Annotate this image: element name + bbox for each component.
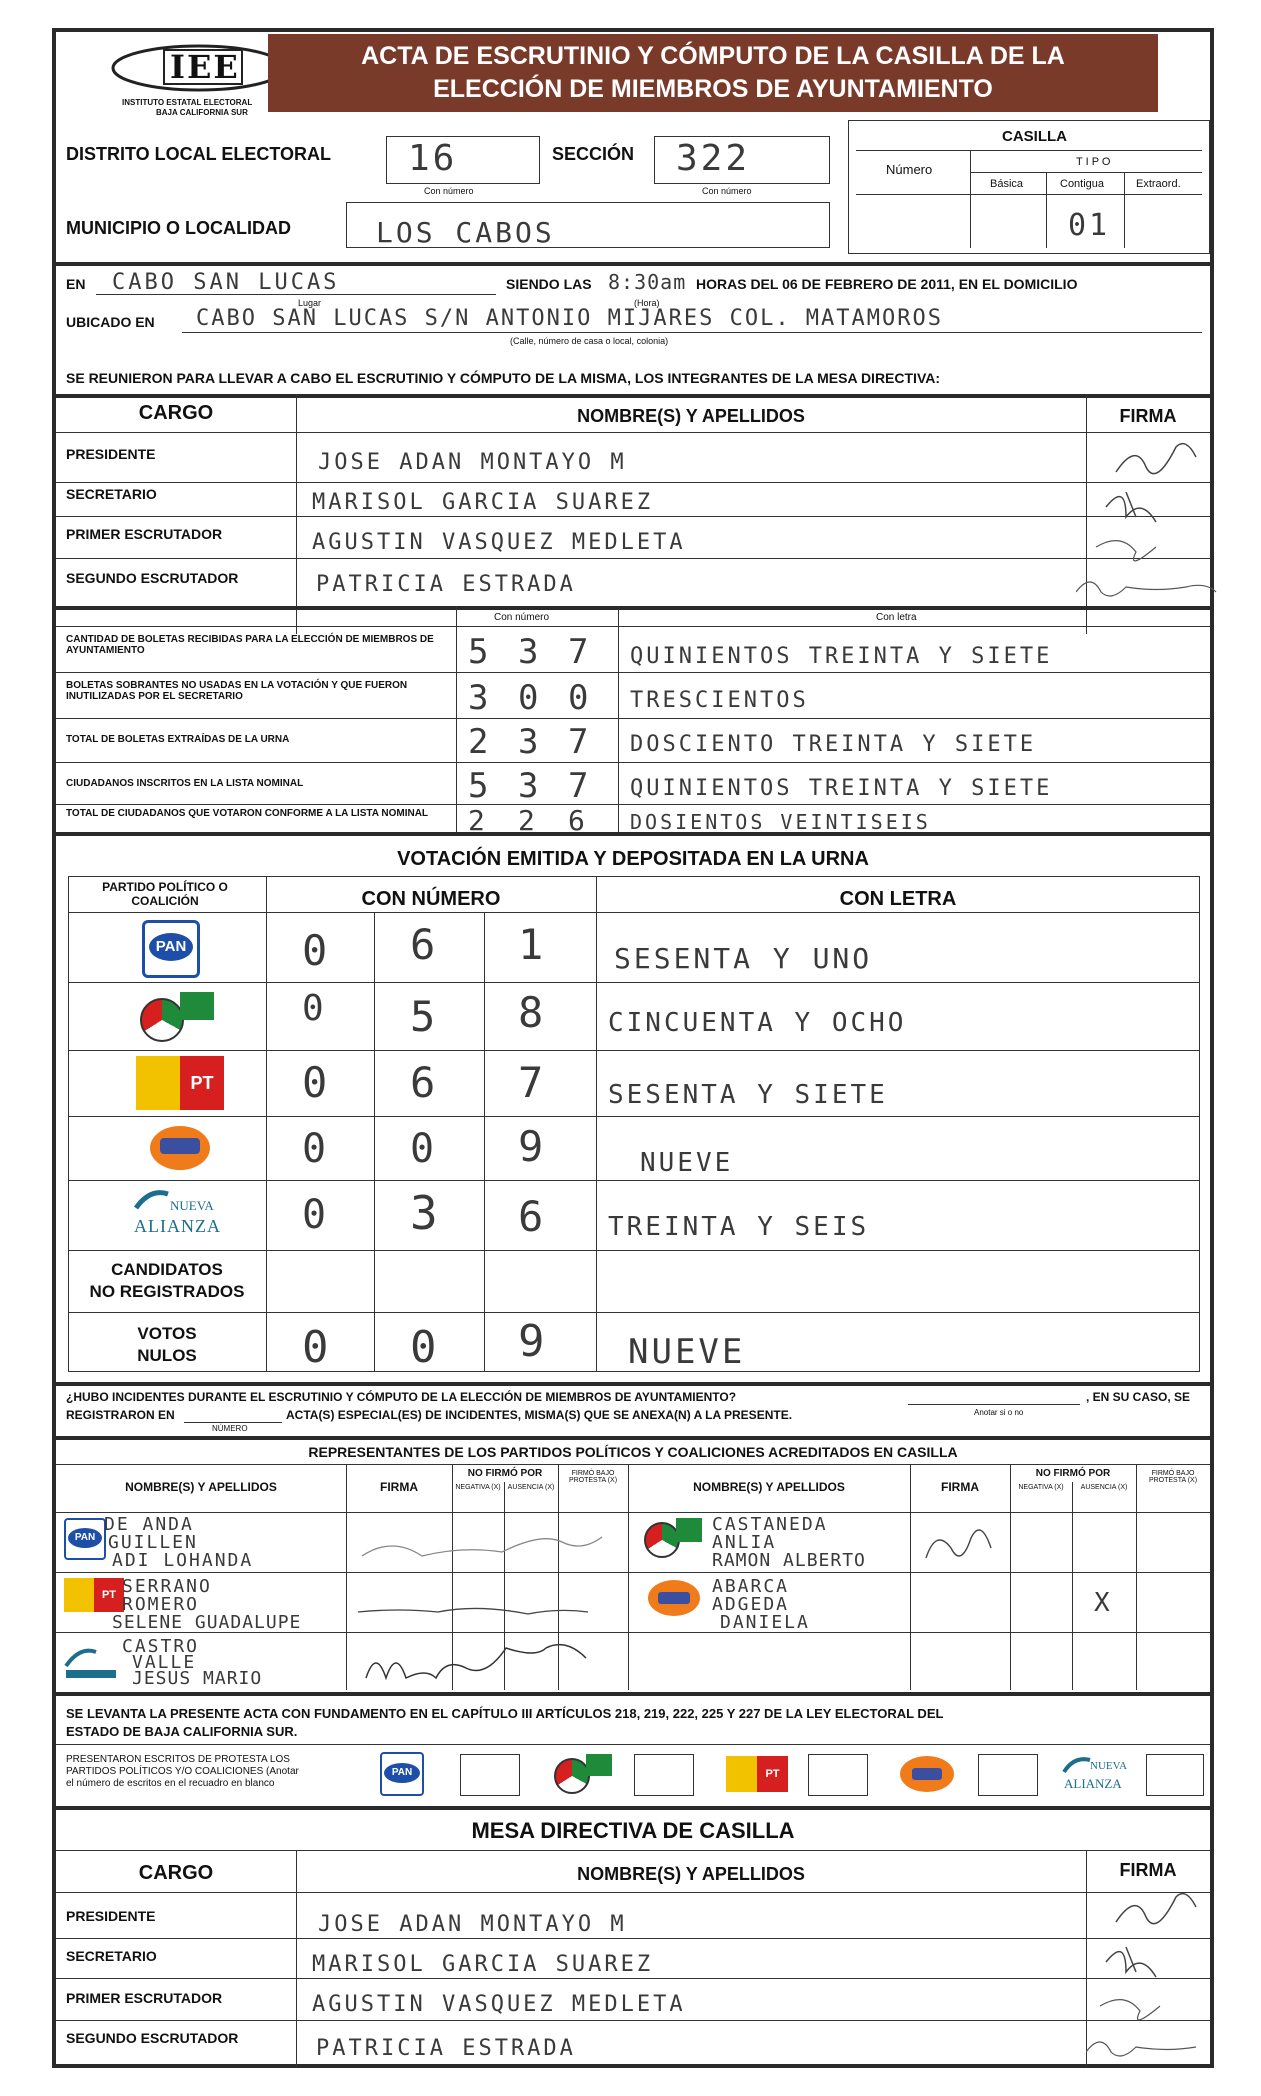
vote-d3-1: 8 bbox=[518, 988, 547, 1037]
boletas-d2-1: 0 bbox=[518, 678, 542, 718]
mesa-bottom-firma-header: FIRMA bbox=[1119, 1860, 1177, 1880]
rep-left-no-firmo: NO FIRMÓ POR bbox=[467, 1468, 543, 1479]
casilla-numero-label: Número bbox=[886, 162, 933, 177]
logo-text: IEE bbox=[170, 48, 240, 86]
rep-right-ausencia-1: X bbox=[1094, 1588, 1110, 1618]
escritos-pri-pvem-icon bbox=[554, 1754, 614, 1794]
mesa-top-nombre-header: NOMBRE(S) Y APELLIDOS bbox=[577, 406, 805, 426]
boletas-d3-2: 7 bbox=[568, 722, 592, 762]
escritos-pan-icon: PAN bbox=[380, 1752, 424, 1796]
boletas-label-3: CIUDADANOS INSCRITOS EN LA LISTA NOMINAL bbox=[66, 778, 304, 789]
boletas-d3-0: 7 bbox=[568, 632, 592, 672]
mesa-bottom-cargo-3: SEGUNDO ESCRUTADOR bbox=[66, 2030, 239, 2046]
rep-left-signature-2 bbox=[356, 1638, 616, 1686]
rep-left-signature-0 bbox=[352, 1532, 612, 1566]
rep-right-signature-0 bbox=[920, 1518, 1000, 1568]
vote-d3-0: 1 bbox=[518, 920, 547, 969]
vote-d3-4: 6 bbox=[518, 1192, 547, 1241]
rep-right-protesta: FIRMÓ BAJO PROTESTA (X) bbox=[1148, 1470, 1198, 1484]
casilla-contigua-value: 01 bbox=[1068, 208, 1111, 243]
nueva-alianza-logo-icon bbox=[132, 1188, 232, 1244]
fundamento-line-1: SE LEVANTA LA PRESENTE ACTA CON FUNDAMENTO EN EL CAPÍTULO III ARTÍCULOS 218, 219, 222, 225 Y 227 DE LA LEY ELECTORAL DEL bbox=[66, 1706, 944, 1721]
mesa-bottom-cargo-0: PRESIDENTE bbox=[66, 1908, 156, 1924]
escritos-nueva-alianza-box[interactable] bbox=[1146, 1754, 1204, 1796]
rep-left-name1-0: DE ANDA bbox=[104, 1514, 194, 1535]
mesa-top-cargo-0: PRESIDENTE bbox=[66, 446, 156, 462]
votacion-title: VOTACIÓN EMITIDA Y DEPOSITADA EN LA URNA bbox=[397, 848, 869, 870]
boletas-d2-2: 3 bbox=[518, 722, 542, 762]
incidentes-numero-caption: NÚMERO bbox=[212, 1424, 248, 1433]
rep-left-name3-0: ADI LOHANDA bbox=[112, 1550, 254, 1571]
rep-left-name3-2: JESUS MARIO bbox=[132, 1668, 263, 1689]
en-label: EN bbox=[66, 276, 86, 292]
rep-right-name1-1: ABARCA bbox=[712, 1576, 790, 1597]
nueva-alianza-nueva: NUEVA bbox=[170, 1198, 214, 1213]
votacion-cnr-label-1: CANDIDATOS bbox=[111, 1260, 223, 1279]
reunieron-text: SE REUNIERON PARA LLEVAR A CABO EL ESCRUTINIO Y CÓMPUTO DE LA MISMA, LOS INTEGRANTES DE LA MESA DIRECTIVA: bbox=[66, 370, 941, 386]
boletas-d1-2: 2 bbox=[468, 722, 492, 762]
escritos-convergencia-box[interactable] bbox=[978, 1754, 1038, 1796]
mesa-top-nombre-2: AGUSTIN VASQUEZ MEDLETA bbox=[312, 530, 686, 555]
votacion-cnr-label-2: NO REGISTRADOS bbox=[89, 1282, 245, 1301]
mesa-bottom-nombre-header: NOMBRE(S) Y APELLIDOS bbox=[577, 1864, 805, 1884]
boletas-label-4: TOTAL DE CIUDADANOS QUE VOTARON CONFORME A LA LISTA NOMINAL bbox=[66, 808, 429, 819]
nueva-alianza-alianza: ALIANZA bbox=[134, 1216, 221, 1236]
rep-left-prd-pt-icon: PT bbox=[64, 1578, 124, 1612]
rep-right-name2-1: ADGEDA bbox=[712, 1594, 790, 1615]
rep-right-name3-0: RAMON ALBERTO bbox=[712, 1550, 866, 1571]
escritos-alianza-label: ALIANZA bbox=[1064, 1776, 1122, 1791]
mesa-bottom-nombre-3: PATRICIA ESTRADA bbox=[316, 2036, 576, 2061]
ubicado-value: CABO SAN LUCAS S/N ANTONIO MIJARES COL. MATAMOROS bbox=[196, 306, 944, 331]
vote-d1-4: 0 bbox=[302, 1192, 330, 1238]
escritos-text-3: el número de escritos en el recuadro en blanco bbox=[66, 1778, 275, 1789]
mesa-top-signatures bbox=[1076, 432, 1226, 632]
representantes-title: REPRESENTANTES DE LOS PARTIDOS POLÍTICOS Y COALICIONES ACREDITADOS EN CASILLA bbox=[308, 1444, 958, 1460]
escritos-text-1: PRESENTARON ESCRITOS DE PROTESTA LOS bbox=[66, 1754, 290, 1765]
incidentes-line-2a: REGISTRARON EN bbox=[66, 1408, 175, 1422]
rep-right-no-firmo: NO FIRMÓ POR bbox=[1035, 1468, 1111, 1479]
title-line-1: ACTA DE ESCRUTINIO Y CÓMPUTO DE LA CASILLA DE LA bbox=[361, 42, 1065, 70]
mesa-bottom-cargo-1: SECRETARIO bbox=[66, 1948, 157, 1964]
boletas-d2-4: 2 bbox=[518, 804, 538, 837]
boletas-d3-4: 6 bbox=[568, 804, 588, 837]
rep-left-name1-2: CASTRO bbox=[122, 1636, 200, 1657]
mesa-top-nombre-3: PATRICIA ESTRADA bbox=[316, 572, 576, 597]
escritos-convergencia-icon bbox=[896, 1754, 958, 1794]
escritos-nueva-label: NUEVA bbox=[1090, 1760, 1128, 1772]
rep-left-signature-1 bbox=[352, 1592, 612, 1626]
rep-right-name1-0: CASTANEDA bbox=[712, 1514, 828, 1535]
rep-left-name2-2: VALLE bbox=[132, 1652, 197, 1673]
horas-text: HORAS DEL 06 DE FEBRERO DE 2011, EN EL DOMICILIO bbox=[696, 276, 1078, 292]
boletas-label-2: TOTAL DE BOLETAS EXTRAÍDAS DE LA URNA bbox=[66, 734, 290, 745]
fundamento-line-2: ESTADO DE BAJA CALIFORNIA SUR. bbox=[66, 1724, 298, 1739]
ubicado-label: UBICADO EN bbox=[66, 314, 155, 330]
mesa-top-cargo-3: SEGUNDO ESCRUTADOR bbox=[66, 570, 239, 586]
rep-left-nueva-alianza-icon bbox=[64, 1642, 120, 1682]
vote-d2-1: 5 bbox=[410, 992, 439, 1041]
seccion-caption: Con número bbox=[702, 186, 752, 196]
rep-right-pri-pvem-icon bbox=[644, 1518, 704, 1558]
vote-letra-3: NUEVE bbox=[640, 1148, 734, 1178]
rep-left-negativa: NEGATIVA (X) bbox=[455, 1484, 501, 1491]
boletas-d1-4: 2 bbox=[468, 804, 488, 837]
logo-subtitle-1: INSTITUTO ESTATAL ELECTORAL bbox=[122, 98, 253, 107]
mesa-top-nombre-1: MARISOL GARCIA SUAREZ bbox=[312, 490, 654, 515]
boletas-label-1: BOLETAS SOBRANTES NO USADAS EN LA VOTACIÓN Y QUE FUERON INUTILIZADAS POR EL SECRETARIO bbox=[66, 680, 408, 702]
boletas-letra-0: QUINIENTOS TREINTA Y SIETE bbox=[630, 644, 1053, 669]
rep-right-convergencia-icon bbox=[644, 1578, 704, 1618]
boletas-letra-2: DOSCIENTO TREINTA Y SIETE bbox=[630, 732, 1037, 757]
mesa-top-firma-header: FIRMA bbox=[1119, 406, 1177, 426]
mesa-top-nombre-0: JOSE ADAN MONTAYO M bbox=[318, 450, 627, 475]
casilla-extraord-label: Extraord. bbox=[1136, 178, 1181, 190]
vote-d2-6: 0 bbox=[410, 1322, 440, 1373]
vote-letra-6: NUEVE bbox=[628, 1332, 746, 1372]
mesa-bottom-nombre-1: MARISOL GARCIA SUAREZ bbox=[312, 1952, 654, 1977]
vote-d2-4: 3 bbox=[410, 1186, 441, 1240]
vote-d3-6: 9 bbox=[518, 1316, 548, 1367]
acta-form bbox=[52, 28, 1214, 2068]
vote-letra-0: SESENTA Y UNO bbox=[614, 942, 873, 975]
en-value: CABO SAN LUCAS bbox=[112, 270, 340, 295]
incidentes-line-2b: ACTA(S) ESPECIAL(ES) DE INCIDENTES, MISMA(S) QUE SE ANEXA(N) A LA PRESENTE. bbox=[286, 1408, 793, 1422]
mesa-top-cargo-1: SECRETARIO bbox=[66, 486, 157, 502]
convergencia-logo-icon bbox=[140, 1122, 220, 1174]
vote-d1-3: 0 bbox=[302, 1126, 330, 1172]
lugar-caption: Lugar bbox=[298, 298, 322, 308]
votacion-numero-header: CON NÚMERO bbox=[361, 888, 501, 910]
vote-d1-0: 0 bbox=[302, 926, 331, 975]
municipio-label: MUNICIPIO O LOCALIDAD bbox=[66, 218, 291, 238]
vote-d1-1: 0 bbox=[302, 988, 327, 1029]
pri-pvem-logo-icon bbox=[140, 992, 218, 1042]
rep-left-pan-icon: PAN bbox=[64, 1518, 106, 1560]
rep-right-nombre-header: NOMBRE(S) Y APELLIDOS bbox=[693, 1480, 845, 1494]
vote-d2-2: 6 bbox=[410, 1058, 439, 1107]
rep-right-name2-0: ANLIA bbox=[712, 1532, 777, 1553]
title-band bbox=[268, 34, 1158, 112]
rep-right-name3-1: DANIELA bbox=[720, 1612, 810, 1633]
boletas-letra-3: QUINIENTOS TREINTA Y SIETE bbox=[630, 776, 1053, 801]
rep-left-name3-1: SELENE GUADALUPE bbox=[112, 1612, 302, 1633]
boletas-d3-1: 0 bbox=[568, 678, 592, 718]
boletas-d3-3: 7 bbox=[568, 766, 592, 806]
escritos-prd-pt-box[interactable] bbox=[808, 1754, 868, 1796]
vote-d3-3: 9 bbox=[518, 1122, 547, 1171]
incidentes-line-1: ¿HUBO INCIDENTES DURANTE EL ESCRUTINIO Y CÓMPUTO DE LA ELECCIÓN DE MIEMBROS DE AYUNTAMIENTO? bbox=[66, 1390, 737, 1404]
distrito-value: 16 bbox=[408, 138, 458, 179]
escritos-prd-pt-icon: PT bbox=[726, 1756, 788, 1792]
hora-value: 8:30am bbox=[608, 270, 687, 294]
nueva-alianza-swoosh-icon bbox=[132, 1188, 172, 1214]
incidentes-anotar-caption: Anotar si o no bbox=[974, 1408, 1024, 1417]
distrito-label: DISTRITO LOCAL ELECTORAL bbox=[66, 144, 332, 164]
votacion-letra-header: CON LETRA bbox=[839, 888, 957, 910]
escritos-pan-box[interactable] bbox=[460, 1754, 520, 1796]
mesa-top-cargo-2: PRIMER ESCRUTADOR bbox=[66, 526, 223, 542]
vote-d2-0: 6 bbox=[410, 920, 439, 969]
boletas-d1-3: 5 bbox=[468, 766, 492, 806]
boletas-d1-1: 3 bbox=[468, 678, 492, 718]
seccion-value: 322 bbox=[676, 138, 751, 179]
rep-left-name1-1: SERRANO bbox=[122, 1576, 212, 1597]
vote-d2-3: 0 bbox=[410, 1126, 438, 1172]
boletas-d1-0: 5 bbox=[468, 632, 492, 672]
vote-letra-1: CINCUENTA Y OCHO bbox=[608, 1008, 907, 1038]
boletas-d2-3: 3 bbox=[518, 766, 542, 806]
incidentes-line-1-end: , EN SU CASO, SE bbox=[1086, 1390, 1191, 1404]
rep-left-protesta: FIRMÓ BAJO PROTESTA (X) bbox=[568, 1470, 618, 1484]
casilla-contigua-label: Contigua bbox=[1060, 178, 1105, 190]
mesa-bottom-nombre-2: AGUSTIN VASQUEZ MEDLETA bbox=[312, 1992, 686, 2017]
rep-right-negativa: NEGATIVA (X) bbox=[1018, 1484, 1064, 1491]
votacion-vn-label-2: NULOS bbox=[137, 1346, 197, 1365]
calle-caption: (Calle, número de casa o local, colonia) bbox=[510, 336, 669, 346]
boletas-con-numero: Con número bbox=[494, 612, 550, 623]
pan-logo-icon: PAN bbox=[142, 920, 200, 978]
boletas-letra-1: TRESCIENTOS bbox=[630, 688, 809, 713]
vote-letra-4: TREINTA Y SEIS bbox=[608, 1212, 870, 1242]
rep-right-ausencia: AUSENCIA (X) bbox=[1080, 1484, 1128, 1491]
mesa-bottom-nombre-0: JOSE ADAN MONTAYO M bbox=[318, 1912, 627, 1937]
distrito-caption: Con número bbox=[424, 186, 474, 196]
casilla-tipo-label: T I P O bbox=[1076, 156, 1111, 168]
siendo-label: SIENDO LAS bbox=[506, 276, 592, 292]
escritos-pri-pvem-box[interactable] bbox=[634, 1754, 694, 1796]
vote-d1-2: 0 bbox=[302, 1058, 331, 1107]
vote-d1-6: 0 bbox=[302, 1322, 332, 1373]
rep-left-firma-header: FIRMA bbox=[380, 1480, 418, 1494]
mesa-bottom-cargo-header: CARGO bbox=[138, 1862, 214, 1884]
boletas-d2-0: 3 bbox=[518, 632, 542, 672]
casilla-title: CASILLA bbox=[1002, 128, 1067, 145]
escritos-text-2: PARTIDOS POLÍTICOS Y/O COALICIONES (Anotar bbox=[66, 1766, 299, 1777]
casilla-basica-label: Básica bbox=[990, 178, 1024, 190]
rep-left-name2-0: GUILLEN bbox=[108, 1532, 198, 1553]
rep-left-ausencia: AUSENCIA (X) bbox=[507, 1484, 555, 1491]
boletas-label-0: CANTIDAD DE BOLETAS RECIBIDAS PARA LA ELECCIÓN DE MIEMBROS DE AYUNTAMIENTO bbox=[66, 634, 434, 656]
rep-left-name2-1: ROMERO bbox=[122, 1594, 200, 1615]
title-line-2: ELECCIÓN DE MIEMBROS DE AYUNTAMIENTO bbox=[433, 75, 993, 103]
rep-left-nombre-header: NOMBRE(S) Y APELLIDOS bbox=[125, 1480, 277, 1494]
escritos-nueva-alianza-icon bbox=[1062, 1754, 1142, 1794]
mesa-top-cargo-header: CARGO bbox=[138, 402, 214, 424]
mesa-bottom-signatures bbox=[1086, 1882, 1210, 2068]
vote-d3-2: 7 bbox=[518, 1058, 547, 1107]
vote-letra-2: SESENTA Y SIETE bbox=[608, 1080, 888, 1110]
logo-subtitle-2: BAJA CALIFORNIA SUR bbox=[156, 108, 248, 117]
mesa-bottom-title: MESA DIRECTIVA DE CASILLA bbox=[471, 1818, 795, 1843]
rep-right-firma-header: FIRMA bbox=[941, 1480, 979, 1494]
seccion-label: SECCIÓN bbox=[552, 144, 635, 164]
votacion-vn-label-1: VOTOS bbox=[137, 1324, 197, 1343]
boletas-letra-4: DOSIENTOS VEINTISEIS bbox=[630, 810, 931, 834]
hora-caption: (Hora) bbox=[634, 298, 660, 308]
municipio-value: LOS CABOS bbox=[376, 216, 555, 249]
prd-pt-logo-icon: PT bbox=[136, 1056, 224, 1112]
mesa-bottom-cargo-2: PRIMER ESCRUTADOR bbox=[66, 1990, 223, 2006]
boletas-con-letra: Con letra bbox=[876, 612, 917, 623]
votacion-partido-header: PARTIDO POLÍTICO O COALICIÓN bbox=[102, 880, 228, 908]
